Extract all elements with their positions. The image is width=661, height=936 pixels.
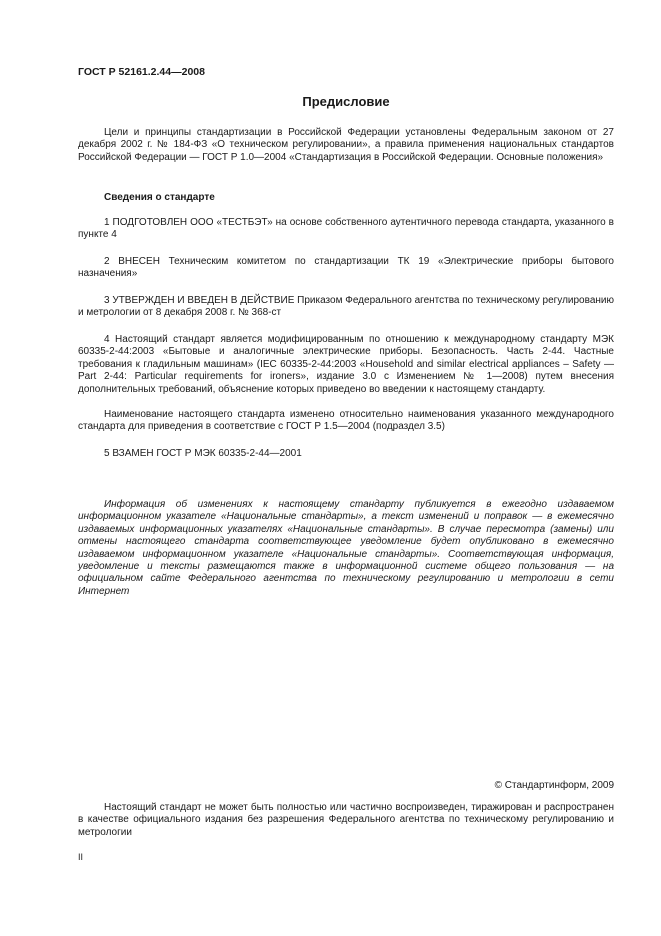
info-heading: Сведения о стандарте bbox=[104, 192, 215, 203]
page-number: II bbox=[78, 852, 84, 862]
item-2: 2 ВНЕСЕН Техническим комитетом по стандартизации ТК 19 «Электрические приборы бытового назначения» bbox=[78, 256, 614, 280]
intro-paragraph: Цели и принципы стандартизации в Российской Федерации установлены Федеральным законом от 27 декабря 2002 г. № 184-ФЗ «О техническом регулировании», а правила применения национальных стандартов Российской Федерации — ГОСТ Р 1.0—2004 «Стандартизация в Российской Федерации. Основные положения» bbox=[78, 127, 614, 163]
notice-paragraph: Информация об изменениях к настоящему стандарту публикуется в ежегодно издаваемом информационном указателе «Национальные стандарты», а текст изменений и поправок — в ежемесячно издаваемых информационных указателях «Национальные стандарты». В случае пересмотра (замены) или отмены настоящего стандарта соответствующее уведомление будет опубликовано в ежемесячно издаваемом информационном указателе «Национальные стандарты». Соответствующая информация, уведомление и тексты размещаются также в информационной системе общего пользования — на официальном сайте Федерального агентства по техническому регулированию и метрологии в сети Интернет bbox=[78, 499, 614, 597]
item-5: 5 ВЗАМЕН ГОСТ Р МЭК 60335-2-44—2001 bbox=[104, 448, 302, 459]
item-4-note: Наименование настоящего стандарта изменено относительно наименования указанного международного стандарта для приведения в соответствие с ГОСТ Р 1.5—2004 (подраздел 3.5) bbox=[78, 409, 614, 433]
item-3: 3 УТВЕРЖДЕН И ВВЕДЕН В ДЕЙСТВИЕ Приказом Федерального агентства по техническому регулированию и метрологии от 8 декабря 2008 г. № 368-ст bbox=[78, 295, 614, 319]
restriction-paragraph: Настоящий стандарт не может быть полностью или частично воспроизведен, тиражирован и распространен в качестве официального издания без разрешения Федерального агентства по техническому регулированию и метрологии bbox=[78, 802, 614, 838]
copyright: © Стандартинформ, 2009 bbox=[494, 780, 614, 791]
item-1: 1 ПОДГОТОВЛЕН ООО «ТЕСТБЭТ» на основе собственного аутентичного перевода стандарта, указанного в пункте 4 bbox=[78, 217, 614, 241]
item-4: 4 Настоящий стандарт является модифицированным по отношению к международному стандарту МЭК 60335-2-44:2003 «Бытовые и аналогичные электрические приборы. Безопасность. Часть 2-44. Частные требования к гладильным машинам» (IEC 60335-2-44:2003 «Household and similar electrical appliances – Safety — Part 2-44: Particular requirements for ironers», издание 3.0 с Изменением № 1—2008) путем внесения дополнительных требований, объяснение которых приведено во введении к настоящему стандарту. bbox=[78, 334, 614, 395]
page-title: Предисловие bbox=[302, 94, 390, 109]
document-id: ГОСТ Р 52161.2.44—2008 bbox=[78, 66, 205, 78]
